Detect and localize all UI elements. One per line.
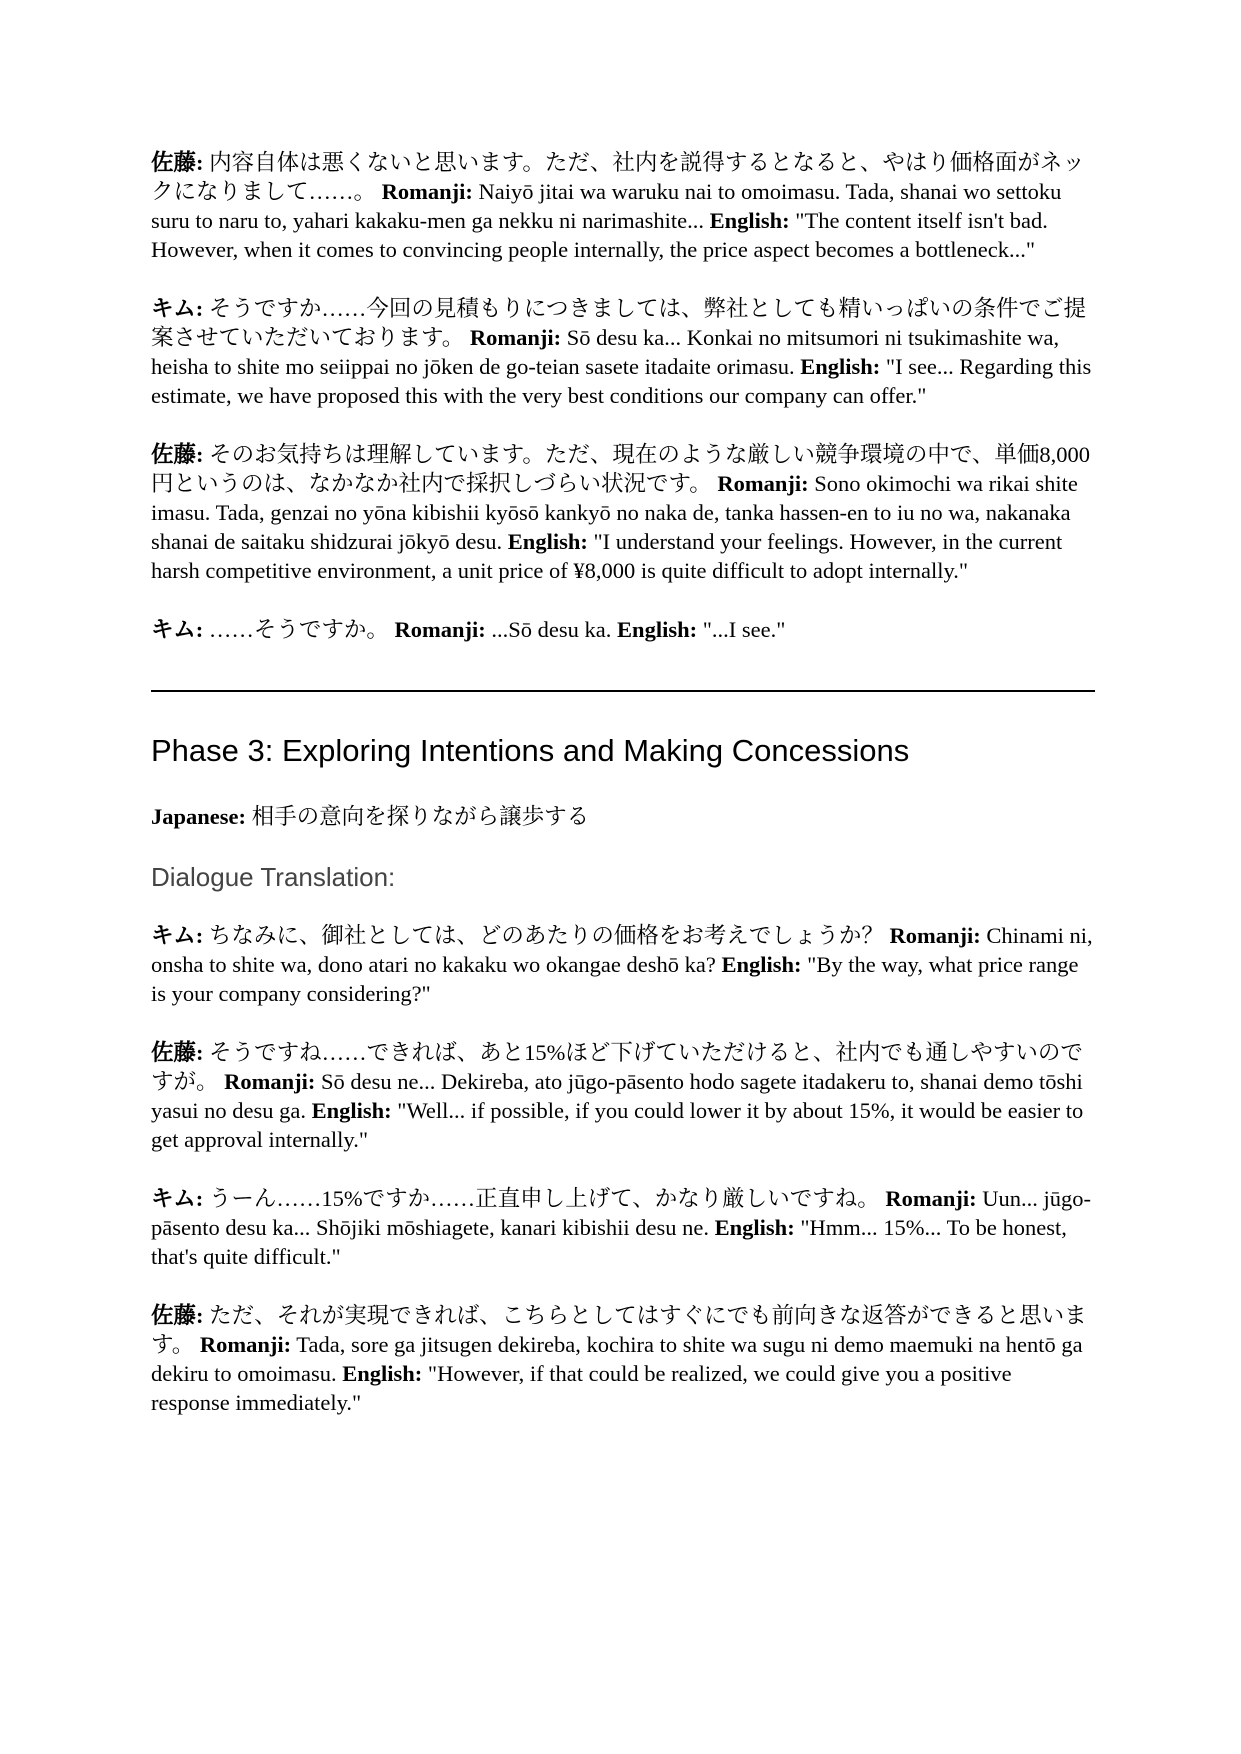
romanji-text: Uun... jūgo-pāsento desu ka... Shōjiki mōshiagete, kanari kibishii desu ne. [151,1186,1091,1240]
english-text: "Well... if possible, if you could lower it by about 15%, it would be easier to get approval internally." [151,1098,1084,1152]
dialogue-entry [151,1301,1095,1417]
dialogue-entry [151,615,1095,644]
speaker-name: キム: [151,617,204,642]
english-label: English: [709,208,790,233]
japanese-label: Japanese: [151,804,246,829]
japanese-title-line [151,802,1095,831]
speaker-name: キム: [151,296,204,321]
japanese-text: そのお気持ちは理解しています。ただ、現在のような厳しい競争環境の中で、単価8,000円というのは、なかなか社内で採択しづらい状況です。 [151,442,1091,496]
dialogue-entry [151,1184,1095,1271]
romanji-label: Romanji: [224,1069,316,1094]
dialogue-entry [151,1038,1095,1154]
dialogue-entry [151,294,1095,410]
english-label: English: [800,354,881,379]
japanese-text: そうですか……今回の見積もりにつきましては、弊社としても精いっぱいの条件でご提案させていただいております。 [151,296,1086,350]
romanji-label: Romanji: [469,325,562,350]
english-label: English: [507,529,588,554]
japanese-text: ……そうですか。 [208,617,389,642]
romanji-text: Tada, sore ga jitsugen dekireba, kochira to shite wa sugu ni demo maemuki na hentō ga dekiru to omoimasu. [151,1332,1083,1386]
english-label: English: [721,952,802,977]
romanji-label: Romanji: [885,1186,977,1211]
english-label: English: [714,1215,795,1240]
english-text: "By the way, what price range is your company considering?" [151,952,1079,1006]
romanji-text: ...Sō desu ka. [491,617,612,642]
english-text: "Hmm... 15%... To be honest, that's quite difficult." [151,1215,1067,1269]
romanji-label: Romanji: [381,179,473,204]
english-text: "The content itself isn't bad. However, when it comes to convincing people internally, the price aspect becomes a bottleneck..." [151,208,1048,262]
document-page [151,148,1095,1417]
subsection-heading: Dialogue Translation: [151,862,396,892]
english-text: "I see... Regarding this estimate, we have proposed this with the very best conditions our company can offer." [151,354,1092,408]
romanji-label: Romanji: [717,471,809,496]
dialogue-entry [151,921,1095,1008]
dialogue-entry [151,440,1095,585]
speaker-name: 佐藤: [151,1040,204,1065]
speaker-name: 佐藤: [151,442,204,467]
japanese-text: うーん……15%ですか……正直申し上げて、かなり厳しいですね。 [208,1186,880,1211]
japanese-text: ちなみに、御社としては、どのあたりの価格をお考えでしょうか？ [208,923,884,948]
japanese-title-text: 相手の意向を探りながら譲歩する [251,804,590,829]
section-heading: Phase 3: Exploring Intentions and Making Concessions [151,733,910,768]
english-text: "I understand your feelings. However, in the current harsh competitive environment, a unit price of ¥8,000 is quite difficult to adopt internally." [151,529,1063,583]
japanese-text: そうですね……できれば、あと15%ほど下げていただけると、社内でも通しやすいのですが。 [151,1040,1083,1094]
romanji-text: Sō desu ka... Konkai no mitsumori ni tsukimashite wa, heisha to shite mo seiippai no jōken de go-teian sasete itadaite orimasu. [151,325,1060,379]
japanese-text: 内容自体は悪くないと思います。ただ、社内を説得するとなると、やはり価格面がネックになりまして……。 [151,150,1085,204]
english-label: English: [617,617,698,642]
english-text: "...I see." [702,617,786,642]
dialogue-entry [151,148,1095,264]
japanese-text: ただ、それが実現できれば、こちらとしてはすぐにでも前向きな返答ができると思います。 [151,1303,1087,1357]
speaker-name: 佐藤: [151,150,204,175]
speaker-name: 佐藤: [151,1303,204,1328]
speaker-name: キム: [151,1186,204,1211]
speaker-name: キム: [151,923,204,948]
romanji-text: Chinami ni, onsha to shite wa, dono atari no kakaku wo okangae deshō ka? [151,923,1093,977]
romanji-label: Romanji: [889,923,981,948]
english-label: English: [311,1098,392,1123]
horizontal-divider [151,690,1095,692]
romanji-text: Naiyō jitai wa waruku nai to omoimasu. Tada, shanai wo settoku suru to naru to, yahari kakaku-men ga nekku ni narimashite... [151,179,1062,233]
english-text: "However, if that could be realized, we could give you a positive response immediately." [151,1361,1012,1415]
romanji-label: Romanji: [199,1332,292,1357]
romanji-text: Sono okimochi wa rikai shite imasu. Tada, genzai no yōna kibishii kyōsō kankyō no naka de, tanka hassen-en to iu no wa, nakanaka shanai de saitaku shidzurai jōkyō desu. [151,471,1078,554]
romanji-label: Romanji: [394,617,486,642]
english-label: English: [342,1361,423,1386]
romanji-text: Sō desu ne... Dekireba, ato jūgo-pāsento hodo sagete itadakeru to, shanai demo tōshi yasui no desu ga. [151,1069,1083,1123]
